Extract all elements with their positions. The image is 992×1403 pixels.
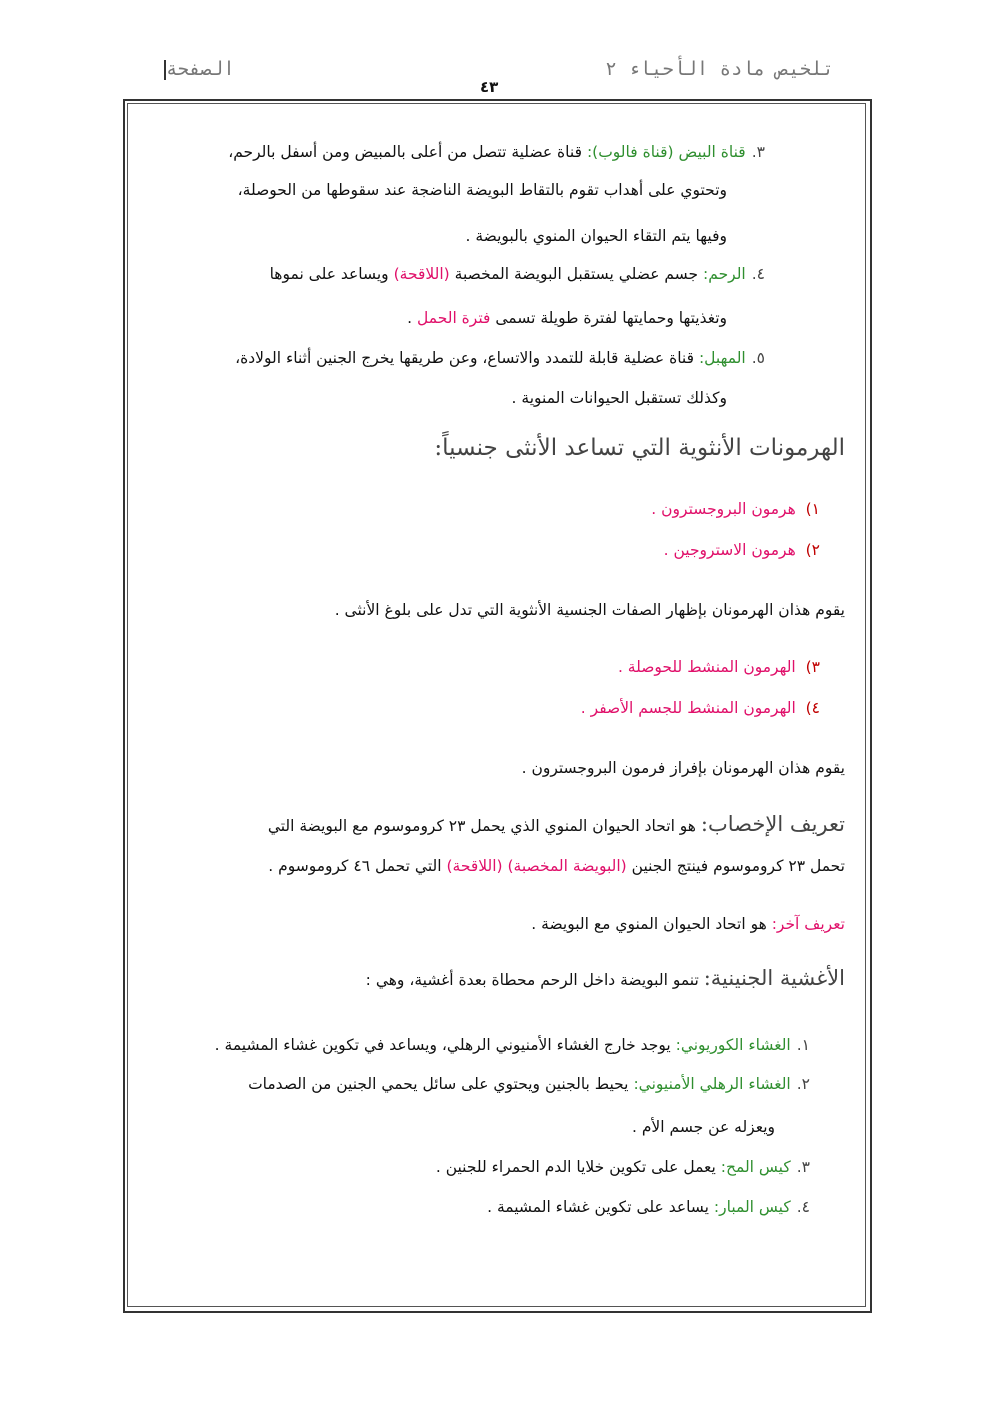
organ-item-3: [228, 140, 765, 164]
hormone-item-1: [651, 497, 820, 521]
organ-item-5: [235, 346, 765, 370]
membrane-item-2: [248, 1072, 810, 1096]
term-vagina: المهبل:: [698, 349, 746, 367]
document-title: تلخيص مادة الأحياء ٢: [605, 58, 834, 80]
membranes-heading: الأغشية الجنينية:: [703, 966, 845, 990]
text-line: .: [407, 309, 413, 327]
text-line: قناة عضلية تتصل من أعلى بالمبيض ومن أسفل بالرحم،: [228, 143, 582, 161]
term-zygote: (البويضة المخصبة) (اللاقحة): [446, 857, 627, 875]
text-line: هو اتحاد الحيوان المنوي الذي يحمل ٢٣ كروموسوم مع البويضة التي: [267, 817, 696, 835]
term-amnion: الغشاء الرهلي الأمنيوني:: [633, 1075, 791, 1093]
hormones-heading: الهرمونات الأنثوية التي تساعد الأنثى جنسياً:: [434, 435, 845, 461]
term-chorion: الغشاء الكوريوني:: [675, 1036, 791, 1054]
item-number: ١.: [796, 1036, 810, 1054]
text-line: يوجد خارج الغشاء الأمنيوني الرهلي، ويساعد في تكوين غشاء المشيمة .: [214, 1036, 671, 1054]
text-line: تنمو البويضة داخل الرحم محطاة بعدة أغشية، وهي :: [365, 971, 699, 989]
text-line: ويعزله عن جسم الأم .: [631, 1118, 775, 1136]
item-number: ٤.: [796, 1198, 810, 1216]
page-number: ٤٣: [480, 78, 499, 96]
text-line: وكذلك تستقبل الحيوانات المنوية .: [511, 389, 727, 407]
text-line: قناة عضلية قابلة للتمدد والاتساع، وعن طريقها يخرج الجنين أثناء الولادة،: [235, 349, 695, 367]
text-line: تحمل ٢٣ كروموسوم فينتج الجنين: [631, 857, 845, 875]
item-number: ٢.: [796, 1075, 810, 1093]
hormones-note-2: يقوم هذان الهرمونان بإفراز فرمون البروجسترون .: [521, 759, 845, 777]
item-number: ٣.: [796, 1158, 810, 1176]
membrane-item-4: [487, 1195, 810, 1219]
item-number: ٤.: [751, 265, 765, 283]
hormones-note-1: يقوم هذان الهرمونان بإظهار الصفات الجنسية الأنثوية التي تدل على بلوغ الأنثى .: [334, 601, 845, 619]
term-uterus: الرحم:: [703, 265, 746, 283]
text-line: يساعد على تكوين غشاء المشيمة .: [487, 1198, 709, 1216]
hormone-item-2: [664, 538, 820, 562]
text-line: ويساعد على نموها: [269, 265, 389, 283]
text-line: وتغذيتها وحمايتها لفترة طويلة تسمى: [495, 309, 727, 327]
fertilization-line2: [268, 854, 845, 878]
item-number: ٢): [805, 541, 820, 559]
term-zygote: (اللاقحة): [393, 265, 450, 283]
hormone-name: هرمون الاستروجين .: [663, 541, 796, 559]
hormone-item-4: [581, 696, 820, 720]
membranes-intro: [366, 966, 845, 992]
item-number: ٣): [805, 658, 820, 676]
organ-item-4: [270, 262, 765, 286]
text-line: هو اتحاد الحيوان المنوي مع البويضة .: [531, 915, 767, 933]
text-line: يعمل على تكوين خلايا الدم الحمراء للجنين .: [435, 1158, 716, 1176]
item-number: ١): [805, 500, 820, 518]
term-fallopian: قناة البيض (قناة فالوب):: [586, 143, 746, 161]
fertilization-alt: [531, 912, 845, 936]
text-line: يحيط بالجنين ويحتوي على سائل يحمي الجنين من الصدمات: [248, 1075, 629, 1093]
item-number: ٤): [805, 699, 820, 717]
item-number: ٣.: [751, 143, 765, 161]
item-number: ٥.: [751, 349, 765, 367]
hormone-name: هرمون البروجسترون .: [651, 500, 796, 518]
text-line: وفيها يتم التقاء الحيوان المنوي بالبويضة .: [465, 227, 727, 245]
term-yolk-sac: كيس المح:: [720, 1158, 791, 1176]
fertilization-def: [268, 812, 845, 838]
membrane-item-1: [215, 1033, 810, 1057]
organ-item-4-line2: [407, 306, 727, 330]
fertilization-heading: تعريف الإخصاب:: [700, 812, 845, 836]
term-allantois: كيس المبار:: [713, 1198, 791, 1216]
text-line: وتحتوي على أهداب تقوم بالتقاط البويضة الناضجة عند سقوطها من الحوصلة،: [237, 181, 727, 199]
membrane-item-3: [436, 1155, 810, 1179]
page-label: [160, 58, 235, 80]
hormone-name: الهرمون المنشط للجسم الأصفر .: [580, 699, 796, 717]
text-line: جسم عضلي يستقبل البويضة المخصبة: [454, 265, 699, 283]
hormone-item-3: [618, 655, 820, 679]
alt-def-label: تعريف آخر:: [771, 915, 845, 933]
text-line: التي تحمل ٤٦ كروموسوم .: [268, 857, 442, 875]
hormone-name: الهرمون المنشط للحوصلة .: [617, 658, 796, 676]
page-label-text: الصفحة: [166, 58, 235, 80]
term-pregnancy: فترة الحمل: [417, 309, 491, 327]
